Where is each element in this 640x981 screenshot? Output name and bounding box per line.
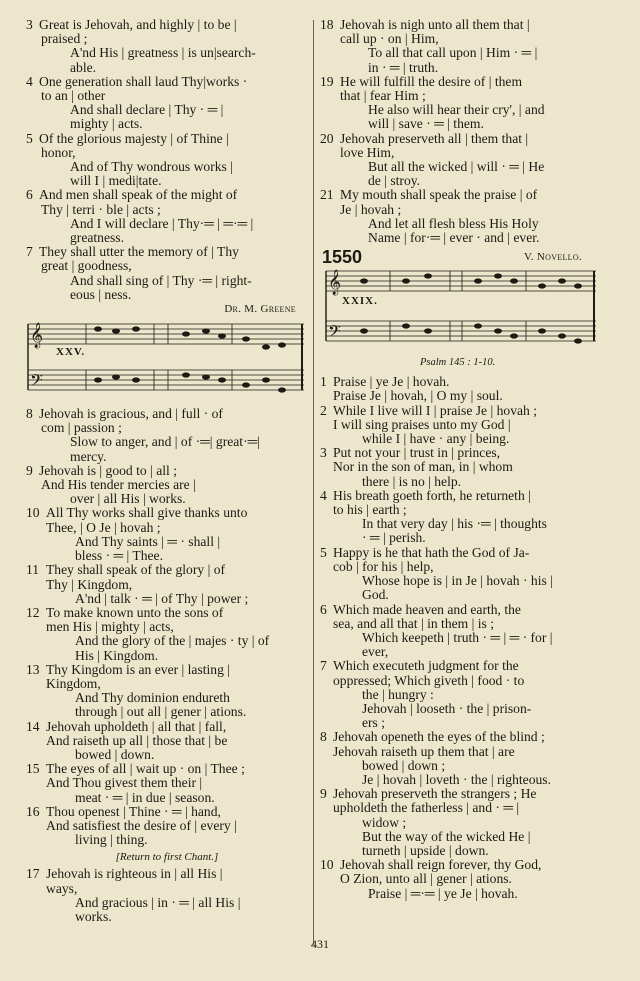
verse-line: Jehovah | looseth · the | prison- — [362, 700, 532, 716]
verse-line: ways, — [46, 880, 78, 896]
verse-line: there | is no | help. — [362, 473, 462, 489]
verse-line: Praise | ye Je | hovah. — [333, 374, 450, 390]
chant-label: XXV. — [56, 346, 86, 359]
verse-line: to an | other — [41, 88, 106, 104]
verse-number: 10 — [26, 505, 40, 521]
verse-line: Je | hovah | loveth · the | righteous. — [362, 771, 551, 787]
verse-line: And shall sing of | Thy ·═ | right- — [70, 272, 252, 288]
verse-line: greatness. — [70, 230, 124, 246]
verse-line: Which keepeth | truth · ═ | ═ · for | — [362, 629, 553, 645]
verse — [320, 787, 602, 858]
verse-line: Name | for·═ | ever · and | ever. — [368, 230, 540, 246]
verse-line: com | passion ; — [41, 420, 122, 436]
verse-line: His | Kingdom. — [75, 647, 159, 663]
verse — [26, 606, 308, 663]
verse-line: through | out all | gener | ations. — [75, 704, 247, 720]
verse-line: But all the wicked | will · ═ | He — [368, 159, 545, 175]
verse-number: 3 — [320, 445, 327, 461]
verse-line: A'nd | talk · ═ | of Thy | power ; — [75, 590, 249, 606]
verse-line: the | hungry : — [362, 686, 434, 702]
verse-line: works. — [75, 908, 112, 924]
right-column — [320, 18, 602, 901]
verse-line: widow ; — [362, 814, 407, 830]
verse-line: praised ; — [41, 31, 88, 47]
verse — [26, 407, 308, 464]
verse — [320, 446, 602, 489]
chant-1550 — [320, 245, 602, 375]
verse-line: Which made heaven and earth, the — [333, 601, 521, 617]
verse-number: 5 — [26, 130, 33, 146]
verse-line: And of Thy wondrous works | — [70, 159, 233, 175]
verse-line: de | stroy. — [368, 173, 421, 189]
verse — [26, 805, 308, 848]
music-notation-xxv — [26, 316, 308, 404]
music-notation-xxix — [320, 265, 602, 360]
verse-line: Slow to anger, and | of ·═| great·═| — [70, 434, 260, 450]
verse-number: 4 — [320, 487, 327, 503]
verse — [320, 546, 602, 603]
composer-credit: Dr. M. Greene — [224, 303, 296, 316]
verse-line: while I | have · any | being. — [362, 431, 510, 447]
column-divider — [313, 20, 314, 945]
verse — [26, 506, 308, 563]
verse-line: mercy. — [70, 448, 107, 464]
verse-line: And Thou givest them their | — [46, 775, 203, 791]
verse-line: will I | medi|tate. — [70, 173, 162, 189]
verse-line: bowed | down ; — [362, 757, 446, 773]
verse-line: Put not your | trust in | princes, — [333, 445, 501, 461]
verse-line: ers ; — [362, 715, 386, 731]
verse-line: All Thy works shall give thanks unto — [46, 505, 248, 521]
verse-line: honor, — [41, 144, 76, 160]
verse-line: To make known unto the sons of — [46, 604, 224, 620]
verse-line: In that very day | his ·═ | thoughts — [362, 516, 547, 532]
verse-line: living | thing. — [75, 832, 148, 848]
verse-line: to his | earth ; — [333, 502, 407, 518]
verse-line: sea, and all that | in them | is ; — [333, 615, 494, 631]
verse-line: men His | mighty | acts, — [46, 619, 174, 635]
chant-xxv — [26, 302, 308, 407]
verse-line: turneth | upside | down. — [362, 842, 489, 858]
svg-text:𝄢: 𝄢 — [328, 321, 341, 346]
verse-line: They shall speak of the glory | of — [46, 562, 226, 578]
verse-line: And gracious | in · ═ | all His | — [75, 894, 241, 910]
verse-number: 2 — [320, 402, 327, 418]
verse — [26, 464, 308, 507]
verse-number: 12 — [26, 604, 40, 620]
verse-line: And I will declare | Thy·═ | ═·═ | — [70, 215, 254, 231]
svg-text:𝄢: 𝄢 — [30, 370, 43, 395]
verse-line: eous | ness. — [70, 286, 132, 302]
verse-line: Jehovah upholdeth | all that | fall, — [46, 718, 227, 734]
verse-number: 17 — [26, 866, 40, 882]
verse-line: love Him, — [340, 144, 395, 160]
return-note: [Return to first Chant.] — [115, 851, 219, 864]
verse-number: 5 — [320, 544, 327, 560]
verse — [26, 132, 308, 189]
chant-number: 1550 — [322, 247, 363, 268]
verse-line: A'nd His | greatness | is un|search- — [70, 45, 256, 61]
verse — [320, 730, 602, 787]
verse — [26, 18, 308, 75]
verse — [320, 75, 602, 132]
verse — [26, 867, 308, 924]
verse-line: To all that call upon | Him · ═ | — [368, 45, 538, 61]
verse-line: And shall declare | Thy · ═ | — [70, 102, 224, 118]
verse-line: Thy Kingdom is an ever | lasting | — [46, 661, 231, 677]
svg-text:𝄞: 𝄞 — [328, 270, 342, 296]
svg-text:𝄞: 𝄞 — [30, 323, 44, 349]
verses-group-5 — [320, 375, 602, 901]
verse-line: Jehovah is righteous in | all His | — [46, 866, 223, 882]
verse-line: And Thy saints | ═ · shall | — [75, 533, 221, 549]
verse — [26, 188, 308, 245]
left-column — [26, 18, 308, 924]
verse-number: 1 — [320, 374, 327, 390]
verse-number: 9 — [26, 462, 33, 478]
verse — [320, 404, 602, 447]
verse-line: bless · ═ | Thee. — [75, 548, 163, 564]
verse-number: 14 — [26, 718, 40, 734]
verse-line: Jehovah shall reign forever, thy God, — [340, 857, 542, 873]
verse — [320, 188, 602, 245]
verse-line: able. — [70, 59, 97, 75]
verse-line: One generation shall laud Thy|works · — [39, 73, 248, 89]
verse-number: 8 — [320, 729, 327, 745]
verse-line: My mouth shall speak the praise | of — [340, 187, 538, 203]
verse-line: While I live will I | praise Je | hovah ; — [333, 402, 538, 418]
verse-number: 4 — [26, 73, 33, 89]
verse-number: 7 — [320, 658, 327, 674]
verse-number: 19 — [320, 73, 334, 89]
verse — [320, 489, 602, 546]
verse-number: 7 — [26, 244, 33, 260]
verse-number: 6 — [26, 187, 33, 203]
psalm-reference: Psalm 145 : 1-10. — [420, 357, 496, 369]
verse-number: 13 — [26, 661, 40, 677]
verse-line: meat · ═ | in due | season. — [75, 789, 215, 805]
verse-line: Great is Jehovah, and highly | to be | — [39, 17, 237, 32]
verse — [320, 603, 602, 660]
verse-line: in · ═ | truth. — [368, 59, 439, 75]
verse-line: Thy | terri · ble | acts ; — [41, 201, 161, 217]
verse-line: And men shall speak of the might of — [39, 187, 238, 203]
verse-line: will | save · ═ | them. — [368, 116, 484, 132]
verse — [26, 663, 308, 720]
verse-number: 20 — [320, 130, 334, 146]
verse-line: And the glory of the | majes · ty | of — [75, 633, 270, 649]
verse-line: The eyes of all | wait up · on | Thee ; — [46, 761, 245, 777]
verse-number: 9 — [320, 786, 327, 802]
verse-line: And satisfiest the desire of | every | — [46, 817, 237, 833]
verse-line: God. — [362, 587, 389, 603]
verse-line: Jehovah is nigh unto all them that | — [340, 17, 530, 32]
verse-line: oppressed; Which giveth | food · to — [333, 672, 525, 688]
page-number: 431 — [311, 937, 329, 951]
verse-line: Nor in the son of man, in | whom — [333, 459, 513, 475]
verse-line: Jehovah is | good to | all ; — [39, 462, 177, 478]
verses-group-2 — [26, 407, 308, 847]
verse-number: 15 — [26, 761, 40, 777]
verse-number: 18 — [320, 17, 334, 32]
verse-line: He also will hear their cry', | and — [368, 102, 545, 118]
verse-line: Of the glorious majesty | of Thine | — [39, 130, 229, 146]
verse-line: Whose hope is | in Je | hovah · his | — [362, 573, 553, 589]
verse-line: that | fear Him ; — [340, 88, 426, 104]
verse-line: over | all His | works. — [70, 491, 186, 507]
verse — [26, 75, 308, 132]
verse-line: And raiseth up all | those that | be — [46, 732, 228, 748]
verse-line: And Thy dominion endureth — [75, 690, 230, 706]
verse-line: Praise Je | hovah, | O my | soul. — [333, 388, 503, 404]
verse — [26, 245, 308, 302]
verse-line: call up · on | Him, — [340, 31, 439, 47]
verses-group-1 — [26, 18, 308, 302]
chant-label: XXIX. — [342, 295, 378, 308]
verse — [320, 132, 602, 189]
verse-line: cob | for his | help, — [333, 558, 434, 574]
verse-line: ever, — [362, 644, 389, 660]
verse-line: They shall utter the memory of | Thy — [39, 244, 239, 260]
verse-number: 16 — [26, 803, 40, 819]
verses-group-4 — [320, 18, 602, 245]
verse — [26, 720, 308, 763]
verse-line: Je | hovah ; — [340, 201, 402, 217]
verse-line: He will fulfill the desire of | them — [340, 73, 523, 89]
verse-line: Which executeth judgment for the — [333, 658, 519, 674]
verse-line: Kingdom, — [46, 675, 101, 691]
verse-line: Jehovah is gracious, and | full · of — [39, 406, 223, 422]
verse — [26, 762, 308, 805]
verse-line: Praise | ═·═ | ye Je | hovah. — [368, 885, 518, 901]
verse-line: But the way of the wicked He | — [362, 828, 531, 844]
verse-line: And let all flesh bless His Holy — [368, 215, 539, 231]
verse-line: Thy | Kingdom, — [46, 576, 133, 592]
verse-number: 3 — [26, 17, 33, 32]
verse-number: 21 — [320, 187, 334, 203]
verse-line: mighty | acts. — [70, 116, 143, 132]
verse-line: Jehovah openeth the eyes of the blind ; — [333, 729, 545, 745]
verse-line: upholdeth the fatherless | and · ═ | — [333, 800, 520, 816]
verse-line: Jehovah preserveth all | them that | — [340, 130, 529, 146]
verse-line: great | goodness, — [41, 258, 132, 274]
verse — [320, 858, 602, 901]
verse-line: Jehovah raiseth up them that | are — [333, 743, 515, 759]
verse-line: I will sing praises unto my God | — [333, 416, 511, 432]
verse — [320, 659, 602, 730]
verse-line: O Zion, unto all | gener | ations. — [340, 871, 512, 887]
verses-group-3 — [26, 867, 308, 924]
verse-line: · ═ | perish. — [362, 530, 426, 546]
verse-line: Happy is he that hath the God of Ja- — [333, 544, 530, 560]
verse-number: 11 — [26, 562, 40, 578]
verse-line: And His tender mercies are | — [41, 477, 196, 493]
verse-line: Thee, | O Je | hovah ; — [46, 519, 161, 535]
verse-number: 6 — [320, 601, 327, 617]
verse — [26, 563, 308, 606]
verse-number: 8 — [26, 406, 33, 422]
verse-line: bowed | down. — [75, 746, 155, 762]
verse — [320, 18, 602, 75]
verse-line: His breath goeth forth, he returneth | — [333, 487, 531, 503]
composer-credit: V. Novello. — [523, 251, 582, 264]
verse — [320, 375, 602, 403]
verse-number: 10 — [320, 857, 334, 873]
verse-line: Thou openest | Thine · ═ | hand, — [46, 803, 221, 819]
verse-line: Jehovah preserveth the strangers ; He — [333, 786, 537, 802]
